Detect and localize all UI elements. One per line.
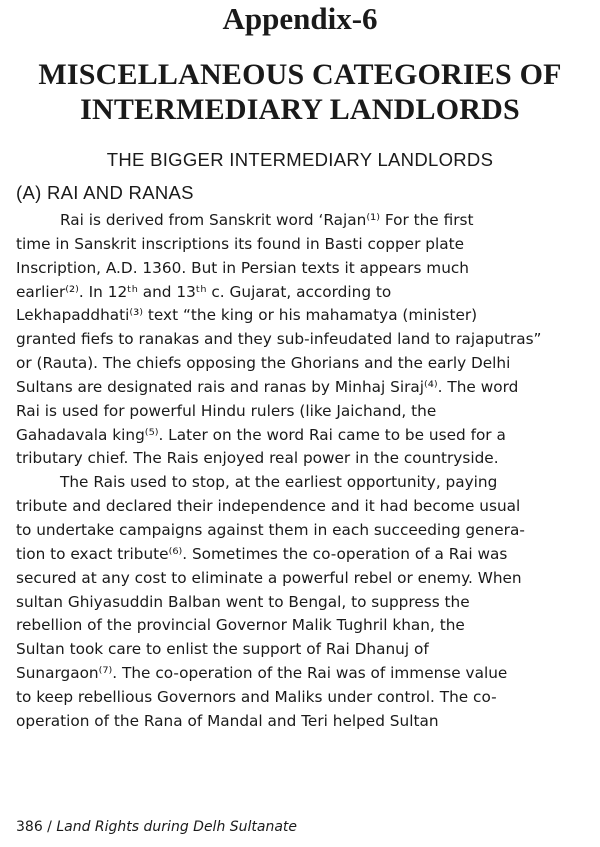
body-line: rebellion of the provincial Governor Malik Tughril khan, the bbox=[16, 616, 465, 635]
body-line: tion to exact tribute⁽⁶⁾. Sometimes the co-operation of a Rai was bbox=[16, 544, 508, 563]
section-heading: THE BIGGER INTERMEDIARY LANDLORDS bbox=[106, 149, 494, 170]
body-line: Sultan took care to enlist the support of Rai Dhanuj of bbox=[16, 640, 429, 659]
body-line: tribute and declared their independence and it had become usual bbox=[16, 497, 521, 516]
body-line: earlier⁽²⁾. In 12ᵗʰ and 13ᵗʰ c. Gujarat, according to bbox=[16, 282, 392, 301]
body-line: Gahadavala king⁽⁵⁾. Later on the word Rai came to be used for a bbox=[16, 425, 506, 444]
body-line: Sultans are designated rais and ranas by Minhaj Siraj⁽⁴⁾. The word bbox=[16, 377, 519, 396]
body-line: to keep rebellious Governors and Maliks under control. The co- bbox=[16, 687, 497, 706]
body-line: or (Rauta). The chiefs opposing the Ghorians and the early Delhi bbox=[16, 354, 511, 373]
body-line: sultan Ghiyasuddin Balban went to Bengal, to suppress the bbox=[16, 592, 470, 611]
body-line: tributary chief. The Rais enjoyed real power in the countryside. bbox=[16, 449, 499, 468]
body-line: Inscription, A.D. 1360. But in Persian texts it appears much bbox=[16, 258, 469, 277]
chapter-title bbox=[0, 57, 600, 127]
body-line: secured at any cost to eliminate a powerful rebel or enemy. When bbox=[16, 568, 522, 587]
body-text bbox=[16, 209, 596, 734]
subsection-heading: (A) RAI AND RANAS bbox=[16, 182, 194, 203]
chapter-title-line: INTERMEDIARY LANDLORDS bbox=[80, 93, 520, 126]
body-line: time in Sanskrit inscriptions its found in Basti copper plate bbox=[16, 234, 464, 253]
page-footer bbox=[16, 817, 297, 837]
body-line: operation of the Rana of Mandal and Teri helped Sultan bbox=[16, 711, 439, 730]
body-line: Lekhapaddhati⁽³⁾ text “the king or his mahamatya (minister) bbox=[16, 306, 478, 325]
body-line: granted fiefs to ranakas and they sub-infeudated land to rajaputras” bbox=[16, 330, 542, 349]
appendix-label: Appendix-6 bbox=[222, 1, 378, 36]
body-line: The Rais used to stop, at the earliest opportunity, paying bbox=[60, 473, 498, 492]
running-title: Land Rights during Delh Sultanate bbox=[56, 819, 298, 835]
page-number: 386 / bbox=[16, 819, 52, 835]
body-line: to undertake campaigns against them in each succeeding genera- bbox=[16, 520, 525, 539]
body-line: Rai is derived from Sanskrit word ‘Rajan⁽¹⁾ For the first bbox=[60, 211, 474, 229]
body-line: Rai is used for powerful Hindu rulers (like Jaichand, the bbox=[16, 401, 437, 420]
body-line: Sunargaon⁽⁷⁾. The co-operation of the Rai was of immense value bbox=[16, 664, 508, 683]
chapter-title-line: MISCELLANEOUS CATEGORIES OF bbox=[38, 58, 562, 91]
